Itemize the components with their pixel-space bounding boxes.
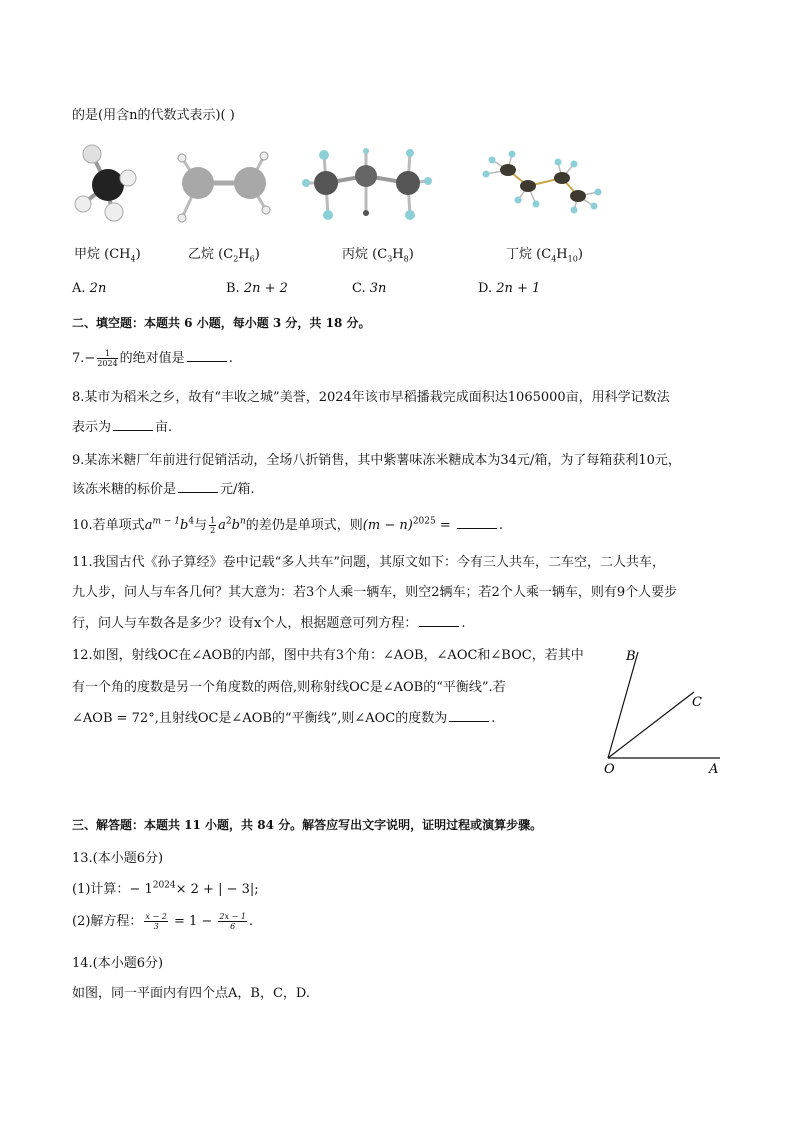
option-d[interactable]: D. 2n + 1 xyxy=(478,281,541,296)
question-13-part-1: (1)计算：− $1^{2024}\times 2$ + | − 3|; xyxy=(72,880,259,897)
methane-molecule-image xyxy=(70,140,145,225)
q7-answer-blank[interactable] xyxy=(187,348,227,362)
question-9-line-1: 9.某冻米糖厂年前进行促销活动，全场八折销售，其中紫薯味冻米糖成本为34元/箱，为了每箱获利10元， xyxy=(72,453,681,468)
ethane-label: 乙烷 $(C_2H_6)$ xyxy=(188,247,260,264)
label-o: O xyxy=(604,762,615,777)
ray-ob xyxy=(608,652,638,758)
question-12-line-2: 有一个角的度数是另一个角度数的两倍,则称射线OC是∠AOB的“平衡线”.若 xyxy=(72,680,506,695)
option-b[interactable]: B. 2n + 2 xyxy=(226,281,288,296)
propane-molecule-image xyxy=(298,143,436,223)
q12-answer-blank[interactable] xyxy=(449,708,489,722)
question-11-line-3: 行，问人与车数各是多少？设有x个人，根据题意可列方程： . xyxy=(72,612,465,631)
ray-oc xyxy=(608,692,694,758)
option-a[interactable]: A. 2n xyxy=(72,281,107,296)
q10-answer-blank[interactable] xyxy=(457,515,497,529)
question-8-line-2: 表示为 亩. xyxy=(72,416,172,435)
q8-answer-blank[interactable] xyxy=(113,417,153,431)
question-8-line-1: 8.某市为稻米之乡，故有“丰收之城”美誉，2024年该市早稻播栽完成面积达1065000亩，用科学记数法 xyxy=(72,390,670,405)
question-11-line-1: 11.我国古代《孙子算经》卷中记载“多人共车”问题，其原文如下：今有三人共车，二车空，二人共车， xyxy=(72,555,665,570)
butane-molecule-image xyxy=(478,148,608,216)
label-c: C xyxy=(692,695,702,710)
option-c[interactable]: C. 3n xyxy=(352,281,387,296)
question-12-line-3: ∠AOB = 72°,且射线OC是∠AOB的“平衡线”,则∠AOC的度数为 . xyxy=(72,707,495,726)
methane-label: 甲烷 $(CH_4)$ xyxy=(74,247,141,264)
q9-answer-blank[interactable] xyxy=(178,479,218,493)
section-2-title: 二、填空题：本题共 6 小题，每小题 3 分，共 18 分。 xyxy=(72,316,371,330)
question-intro: 的是(用含n的代数式表示)( ) xyxy=(72,108,235,123)
label-a: A xyxy=(709,762,719,777)
section-3-title: 三、解答题：本题共 11 小题，共 84 分。解答应写出文字说明，证明过程或演算步骤。 xyxy=(72,818,543,832)
question-12-line-1: 12.如图，射线OC在∠AOB的内部，图中共有3个角：∠AOB，∠AOC和∠BOC，若其中 xyxy=(72,648,584,663)
label-b: B xyxy=(626,649,636,664)
ethane-molecule-image xyxy=(168,148,278,223)
q11-answer-blank[interactable] xyxy=(419,613,459,627)
question-13-heading: 13.(本小题6分) xyxy=(72,851,164,866)
question-14-heading: 14.(本小题6分) xyxy=(72,956,164,971)
question-11-line-2: 九人步，问人与车各几何？其大意为：若3个人乘一辆车，则空2辆车；若2个人乘一辆车，则有9个人要步 xyxy=(72,585,678,600)
butane-label: 丁烷 $(C_4H_{10})$ xyxy=(506,247,583,264)
question-14-text: 如图，同一平面内有四个点A，B，C，D. xyxy=(72,986,310,1001)
propane-label: 丙烷 $(C_3H_8)$ xyxy=(342,247,414,264)
angle-figure xyxy=(598,640,728,780)
question-7: 7.− $\frac{1}{2024}$ 的绝对值是 . xyxy=(72,349,233,368)
question-10: 10.若单项式$a^{m - 1}b^4$与 $\frac{1}{2}$ $a^2b^n$的差仍是单项式，则$(m - n)^{2025}$ = . xyxy=(72,516,504,535)
question-9-line-2: 该冻米糖的标价是 元/箱. xyxy=(72,478,255,497)
question-13-part-2: (2)解方程： $\frac{x - 2}{3}$ = 1 − $\frac{2x - 1}{6}$ . xyxy=(72,912,254,931)
